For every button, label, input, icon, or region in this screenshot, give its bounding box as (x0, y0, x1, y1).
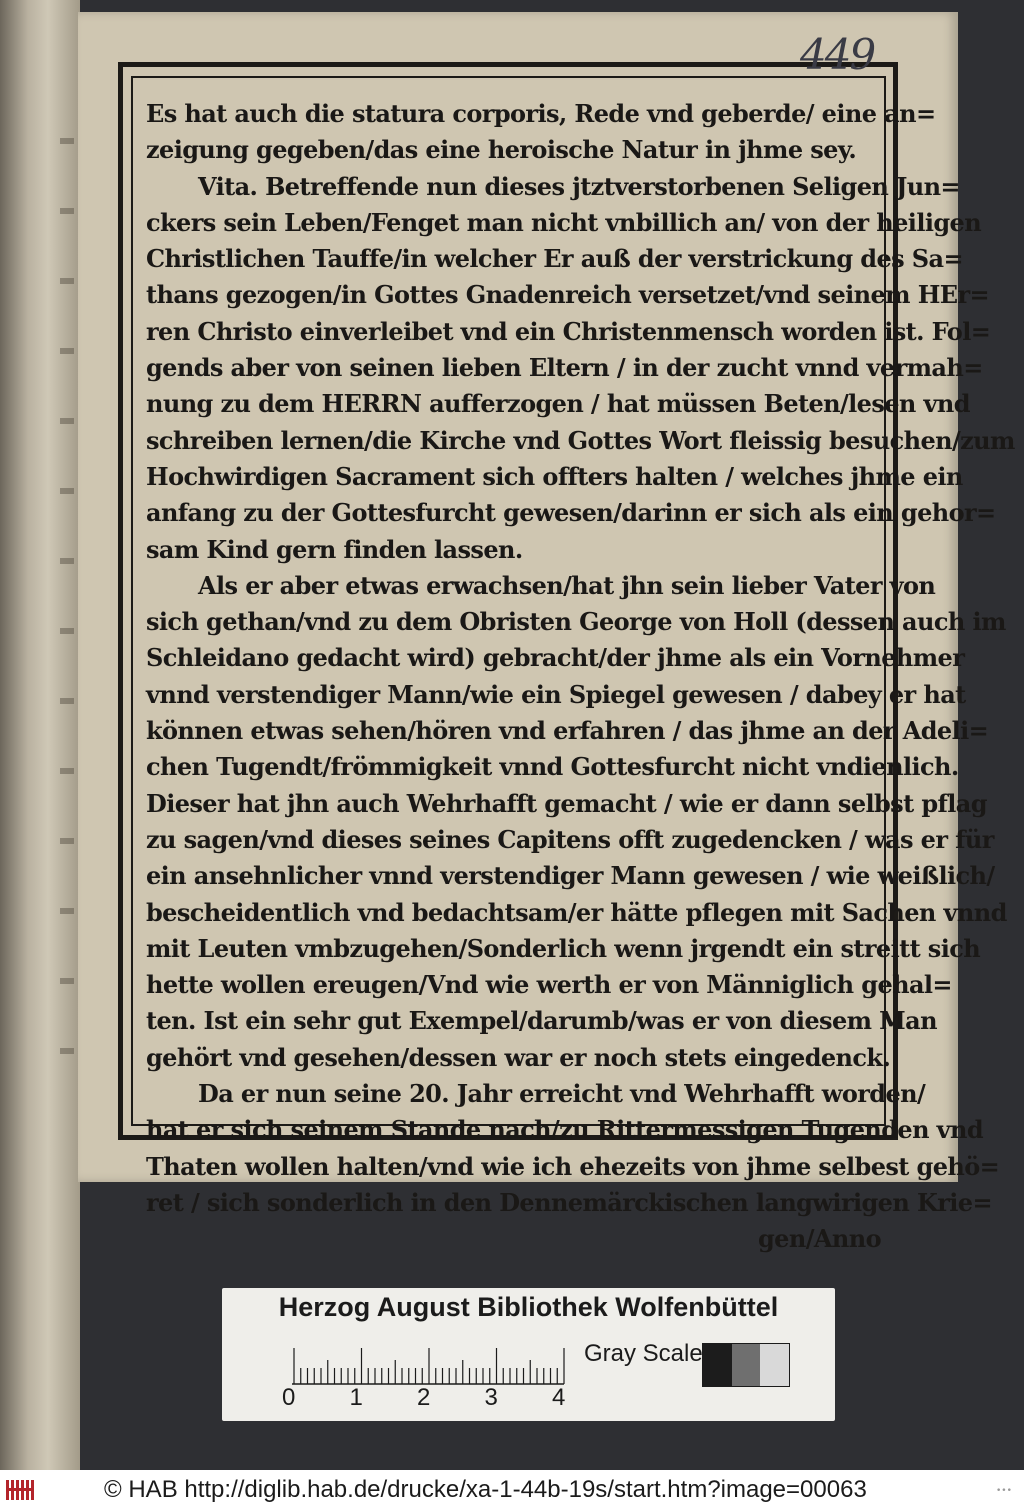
footer-copyright-url[interactable]: © HAB http://diglib.hab.de/drucke/xa-1-44b-19s/start.htm?image=00063 (104, 1476, 867, 1503)
footer-menu-icon[interactable]: ••• (996, 1486, 1012, 1496)
ruler-numbers (282, 1384, 582, 1414)
page-text (146, 96, 1015, 1254)
ruler-number: 3 (484, 1384, 498, 1411)
text-line: gehört vnd gesehen/dessen war er noch stets eingedenck. (146, 1042, 891, 1072)
text-line: sich gethan/vnd zu dem Obristen George von Holl (dessen auch im (146, 607, 1006, 637)
text-line: Christlichen Tauffe/in welcher Er auß der verstrickung des Sa= (146, 244, 963, 274)
text-line: ckers sein Leben/Fenget man nicht vnbillich an/ von der heiligen (146, 207, 982, 237)
text-line: Thaten wollen halten/vnd wie ich ehezeits von jhme selbest gehö= (146, 1151, 1000, 1181)
text-line: gen/Anno (758, 1224, 881, 1254)
gray-scale-label: Gray Scale (584, 1340, 703, 1367)
gray-scale-swatches (702, 1343, 790, 1387)
text-line: hette wollen ereugen/Vnd wie werth er von Männiglich gehal= (146, 970, 952, 1000)
text-line: vnnd verstendiger Mann/wie ein Spiegel gewesen / dabey er hat (146, 679, 966, 709)
gray-swatch (760, 1344, 789, 1386)
text-line: Schleidano gedacht wird) gebracht/der jhme als ein Vornehmer (146, 643, 965, 673)
text-line: ret / sich sonderlich in den Dennemärckischen langwirigen Krie= (146, 1187, 992, 1217)
text-line: mit Leuten vmbzugehen/Sonderlich wenn jrgendt ein streitt sich (146, 933, 981, 963)
text-line: können etwas sehen/hören vnd erfahren / das jhme an der Adeli= (146, 716, 989, 746)
text-line: schreiben lernen/die Kirche vnd Gottes Wort fleissig besuchen/zum (146, 425, 1015, 455)
folio-number: 449 (800, 30, 875, 79)
text-line: gends aber von seinen lieben Eltern / in der zucht vnnd vermah= (146, 353, 983, 383)
text-line: zu sagen/vnd dieses seines Capitens offt zugedencken / was er für (146, 824, 994, 854)
gray-swatch (703, 1344, 732, 1386)
text-line: ein ansehnlicher vnnd verstendiger Mann gewesen / wie weißlich/ (146, 861, 995, 891)
text-line: Als er aber etwas erwachsen/hat jhn sein lieber Vater von (198, 570, 936, 600)
text-line: hat er sich seinem Stande nach/zu Rittermessigen Tugenden vnd (146, 1115, 984, 1145)
ruler-number: 2 (417, 1384, 431, 1411)
text-line: chen Tugendt/frömmigkeit vnnd Gottesfurcht nicht vndienlich. (146, 752, 959, 782)
gray-swatch (732, 1344, 761, 1386)
text-line: ten. Ist ein sehr gut Exempel/darumb/was er von diesem Man (146, 1006, 937, 1036)
text-line: Dieser hat jhn auch Wehrhafft gemacht / wie er dann selbst pflag (146, 788, 987, 818)
text-line: zeigung gegeben/das eine heroische Natur in jhme sey. (146, 135, 857, 165)
ruler-number: 1 (349, 1384, 363, 1411)
text-line: sam Kind gern finden lassen. (146, 534, 523, 564)
text-line: Es hat auch die statura corporis, Rede vnd geberde/ eine an= (146, 99, 936, 128)
library-name: Herzog August Bibliothek Wolfenbüttel (278, 1292, 779, 1322)
text-line: bescheidentlich vnd bedachtsam/er hätte pflegen mit Sachen vnnd (146, 897, 1007, 927)
ruler-scale (290, 1346, 570, 1386)
text-line: Da er nun seine 20. Jahr erreicht vnd Wehrhafft worden/ (198, 1079, 926, 1109)
ruler-number: 0 (282, 1384, 296, 1411)
hab-logo-icon (4, 1476, 40, 1504)
book-spine-edge (0, 0, 80, 1470)
text-line: anfang zu der Gottesfurcht gewesen/darinn er sich als ein gehor= (146, 498, 996, 528)
text-line: nung zu dem HERRN aufferzogen / hat müssen Beten/lesen vnd (146, 389, 970, 419)
text-line: ren Christo einverleibet vnd ein Christenmensch worden ist. Fol= (146, 316, 991, 346)
text-line: Hochwirdigen Sacrament sich offters halten / welches jhme ein (146, 461, 963, 491)
ruler-number: 4 (552, 1384, 566, 1411)
text-line: thans gezogen/in Gottes Gnadenreich versetzet/vnd seinem HEr= (146, 280, 990, 310)
text-line: Vita. Betreffende nun dieses jtztverstorbenen Seligen Jun= (198, 171, 960, 201)
